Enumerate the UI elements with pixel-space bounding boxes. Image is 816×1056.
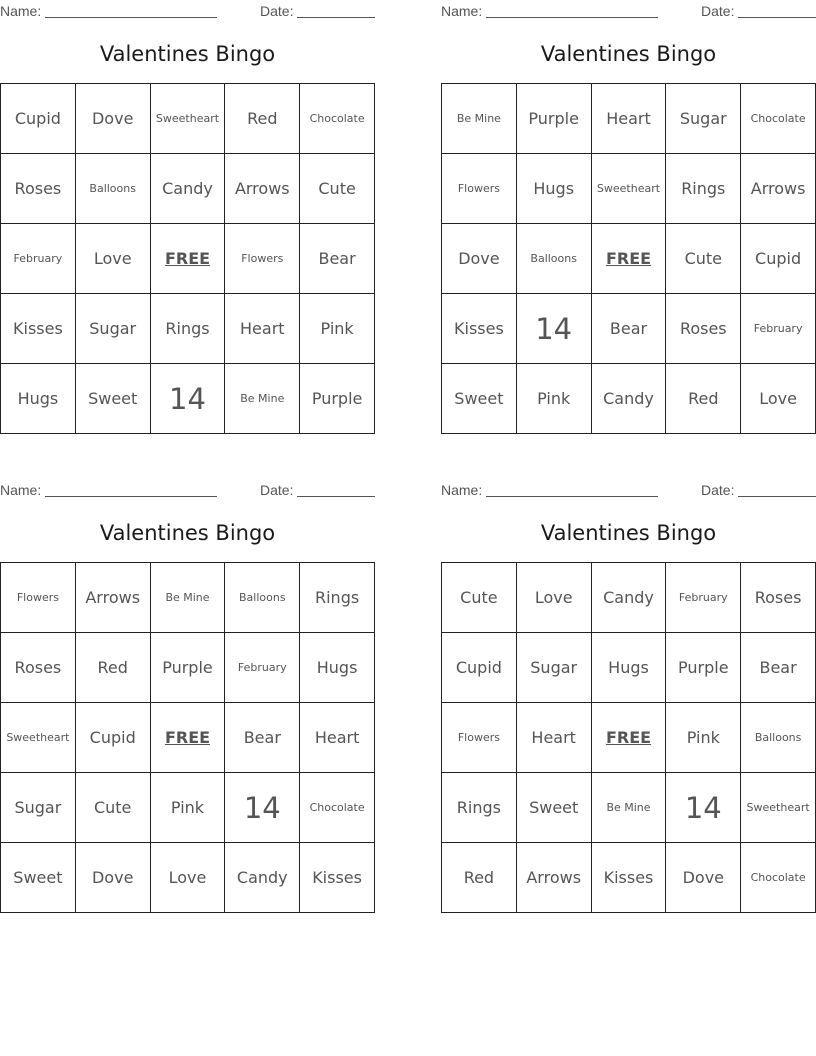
bingo-cell: Sweet bbox=[1, 843, 76, 913]
bingo-cell: Cute bbox=[300, 154, 375, 224]
bingo-cell: Sweet bbox=[442, 364, 517, 434]
name-label: Name: bbox=[0, 3, 42, 19]
date-label: Date: bbox=[260, 3, 294, 19]
bingo-cell: Kisses bbox=[592, 843, 667, 913]
bingo-cell: Love bbox=[151, 843, 226, 913]
name-date-header bbox=[0, 482, 375, 498]
bingo-cell: Cute bbox=[76, 773, 151, 843]
bingo-cell: Pink bbox=[666, 703, 741, 773]
bingo-cell: Bear bbox=[741, 633, 816, 703]
bingo-cell: Pink bbox=[517, 364, 592, 434]
bingo-cell: Chocolate bbox=[741, 843, 816, 913]
bingo-cell: Purple bbox=[517, 84, 592, 154]
bingo-cell: Bear bbox=[592, 294, 667, 364]
bingo-cell: February bbox=[1, 224, 76, 294]
bingo-cell: Cupid bbox=[442, 633, 517, 703]
bingo-cell: Arrows bbox=[517, 843, 592, 913]
bingo-cell: Kisses bbox=[300, 843, 375, 913]
bingo-cell: Cupid bbox=[741, 224, 816, 294]
name-blank-line[interactable] bbox=[486, 3, 658, 18]
bingo-cell: Kisses bbox=[442, 294, 517, 364]
card-title: Valentines Bingo bbox=[540, 521, 717, 545]
bingo-cell: Roses bbox=[1, 633, 76, 703]
bingo-cell: Be Mine bbox=[442, 84, 517, 154]
bingo-cell: Balloons bbox=[76, 154, 151, 224]
bingo-cell: Heart bbox=[517, 703, 592, 773]
date-blank-line[interactable] bbox=[297, 482, 375, 497]
bingo-cell: Be Mine bbox=[592, 773, 667, 843]
bingo-cell: February bbox=[225, 633, 300, 703]
date-label: Date: bbox=[701, 3, 735, 19]
bingo-cell: Purple bbox=[151, 633, 226, 703]
bingo-cell: 14 bbox=[151, 364, 226, 434]
bingo-cell: Candy bbox=[151, 154, 226, 224]
bingo-cell: Sugar bbox=[666, 84, 741, 154]
bingo-cell: February bbox=[741, 294, 816, 364]
bingo-cell: Love bbox=[517, 563, 592, 633]
bingo-cell: Be Mine bbox=[225, 364, 300, 434]
bingo-cell: Hugs bbox=[592, 633, 667, 703]
name-date-header bbox=[441, 482, 816, 498]
bingo-cell: Kisses bbox=[1, 294, 76, 364]
bingo-cell: Sweetheart bbox=[592, 154, 667, 224]
bingo-cell: Dove bbox=[666, 843, 741, 913]
bingo-cell: Red bbox=[666, 364, 741, 434]
bingo-cell: Candy bbox=[225, 843, 300, 913]
bingo-cell: Roses bbox=[1, 154, 76, 224]
name-label: Name: bbox=[441, 482, 483, 498]
bingo-cell: Balloons bbox=[517, 224, 592, 294]
bingo-cell: 14 bbox=[517, 294, 592, 364]
bingo-cell: Candy bbox=[592, 563, 667, 633]
bingo-cell: Purple bbox=[300, 364, 375, 434]
bingo-cell: Love bbox=[76, 224, 151, 294]
bingo-cell: Candy bbox=[592, 364, 667, 434]
bingo-cell: Arrows bbox=[741, 154, 816, 224]
bingo-cell: Love bbox=[741, 364, 816, 434]
bingo-cell: Arrows bbox=[76, 563, 151, 633]
free-space-cell: FREE bbox=[592, 703, 667, 773]
bingo-cell: Flowers bbox=[225, 224, 300, 294]
bingo-cell: Flowers bbox=[1, 563, 76, 633]
bingo-cell: Cute bbox=[666, 224, 741, 294]
bingo-cell: Chocolate bbox=[741, 84, 816, 154]
name-label: Name: bbox=[0, 482, 42, 498]
bingo-cell: Balloons bbox=[741, 703, 816, 773]
bingo-cell: Red bbox=[225, 84, 300, 154]
bingo-cell: Purple bbox=[666, 633, 741, 703]
bingo-cell: Sweet bbox=[517, 773, 592, 843]
bingo-cell: Dove bbox=[442, 224, 517, 294]
bingo-cell: Red bbox=[76, 633, 151, 703]
name-blank-line[interactable] bbox=[45, 3, 217, 18]
bingo-cell: Rings bbox=[151, 294, 226, 364]
bingo-grid bbox=[441, 562, 816, 913]
bingo-cell: Heart bbox=[300, 703, 375, 773]
name-label: Name: bbox=[441, 3, 483, 19]
bingo-cell: Rings bbox=[666, 154, 741, 224]
bingo-cell: Cupid bbox=[1, 84, 76, 154]
bingo-grid bbox=[0, 83, 375, 434]
bingo-cell: Sugar bbox=[1, 773, 76, 843]
bingo-cell: Sugar bbox=[76, 294, 151, 364]
bingo-cell: Dove bbox=[76, 84, 151, 154]
bingo-cell: 14 bbox=[666, 773, 741, 843]
bingo-cell: Rings bbox=[442, 773, 517, 843]
bingo-cell: Hugs bbox=[1, 364, 76, 434]
bingo-card bbox=[0, 0, 375, 434]
bingo-cell: Flowers bbox=[442, 703, 517, 773]
bingo-card bbox=[0, 479, 375, 913]
date-label: Date: bbox=[260, 482, 294, 498]
bingo-cell: February bbox=[666, 563, 741, 633]
bingo-cell: Dove bbox=[76, 843, 151, 913]
bingo-card bbox=[441, 479, 816, 913]
bingo-cell: Pink bbox=[300, 294, 375, 364]
bingo-cell: Flowers bbox=[442, 154, 517, 224]
bingo-cell: Bear bbox=[300, 224, 375, 294]
name-blank-line[interactable] bbox=[486, 482, 658, 497]
bingo-grid bbox=[0, 562, 375, 913]
name-blank-line[interactable] bbox=[45, 482, 217, 497]
bingo-cell: Hugs bbox=[300, 633, 375, 703]
bingo-cell: Be Mine bbox=[151, 563, 226, 633]
name-date-header bbox=[441, 3, 816, 19]
bingo-cell: Chocolate bbox=[300, 84, 375, 154]
bingo-card bbox=[441, 0, 816, 434]
date-blank-line[interactable] bbox=[297, 3, 375, 18]
bingo-cell: Arrows bbox=[225, 154, 300, 224]
bingo-cell: Bear bbox=[225, 703, 300, 773]
free-space-cell: FREE bbox=[151, 703, 226, 773]
card-title: Valentines Bingo bbox=[540, 42, 717, 66]
bingo-cell: Heart bbox=[225, 294, 300, 364]
date-blank-line[interactable] bbox=[738, 482, 816, 497]
bingo-cell: Cute bbox=[442, 563, 517, 633]
bingo-cell: Rings bbox=[300, 563, 375, 633]
bingo-cell: Sweetheart bbox=[741, 773, 816, 843]
free-space-cell: FREE bbox=[592, 224, 667, 294]
date-blank-line[interactable] bbox=[738, 3, 816, 18]
bingo-cell: Chocolate bbox=[300, 773, 375, 843]
bingo-cell: Sweet bbox=[76, 364, 151, 434]
bingo-cell: Heart bbox=[592, 84, 667, 154]
bingo-cell: Sugar bbox=[517, 633, 592, 703]
bingo-cell: Sweetheart bbox=[151, 84, 226, 154]
bingo-cell: Balloons bbox=[225, 563, 300, 633]
card-title: Valentines Bingo bbox=[99, 521, 276, 545]
bingo-cell: Cupid bbox=[76, 703, 151, 773]
free-space-cell: FREE bbox=[151, 224, 226, 294]
bingo-cell: 14 bbox=[225, 773, 300, 843]
date-label: Date: bbox=[701, 482, 735, 498]
bingo-grid bbox=[441, 83, 816, 434]
bingo-cell: Roses bbox=[741, 563, 816, 633]
bingo-cell: Red bbox=[442, 843, 517, 913]
name-date-header bbox=[0, 3, 375, 19]
bingo-cell: Pink bbox=[151, 773, 226, 843]
bingo-cell: Sweetheart bbox=[1, 703, 76, 773]
bingo-cell: Roses bbox=[666, 294, 741, 364]
bingo-cell: Hugs bbox=[517, 154, 592, 224]
card-title: Valentines Bingo bbox=[99, 42, 276, 66]
